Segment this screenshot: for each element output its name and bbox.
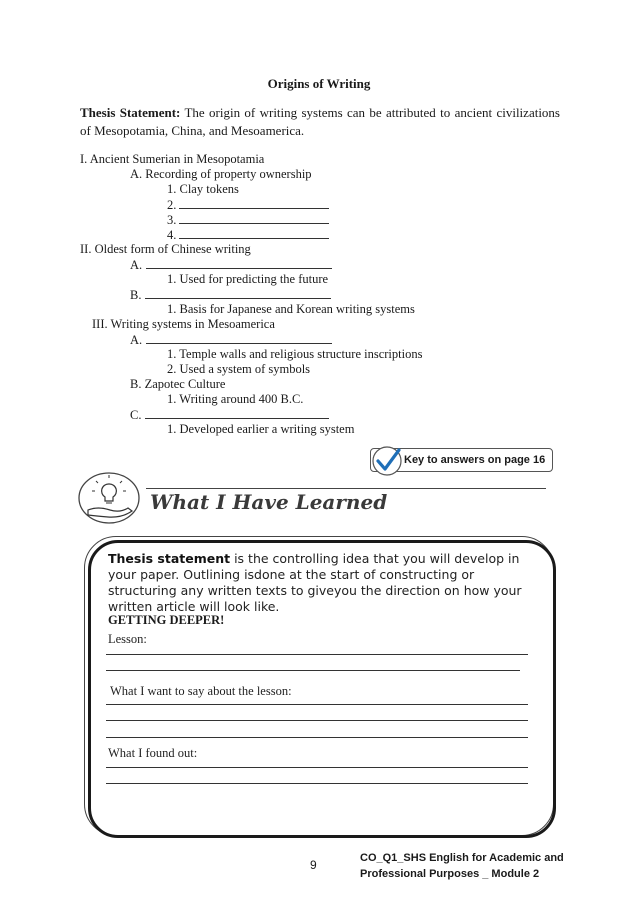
checkmark-icon: [370, 444, 404, 478]
section-divider: [146, 488, 546, 489]
outline-II-A: [130, 257, 332, 273]
thesis-statement: [80, 104, 560, 140]
outline-III-C: [130, 407, 329, 423]
blank-III-A[interactable]: [146, 332, 332, 344]
outline-II-A-letter: A.: [130, 258, 143, 272]
footer-line-1: CO_Q1_SHS English for Academic and: [360, 852, 564, 864]
outline-III-B-1: 1. Writing around 400 B.C.: [167, 392, 304, 406]
say-line-1[interactable]: [106, 704, 528, 705]
outline-I-A-2: [167, 197, 329, 213]
outline-I-A-2-num: 2.: [167, 198, 177, 212]
outline-III-B: B. Zapotec Culture: [130, 377, 226, 391]
lightbulb-hand-icon: [76, 470, 146, 526]
outline-I-A-3: [167, 212, 329, 228]
footer-module: [360, 850, 564, 882]
thesis-label: Thesis Statement:: [80, 105, 181, 120]
card-body-text: is the controlling idea that you will develop in your paper. Outlining isdone at the start of constructing or structuring any written texts to giveyou the direction on how your written article will look like.: [108, 551, 522, 614]
blank-III-C[interactable]: [145, 407, 329, 419]
outline-III-A-1: 1. Temple walls and religious structure inscriptions: [167, 347, 423, 361]
outline-II-B-letter: B.: [130, 288, 142, 302]
outline-I: I. Ancient Sumerian in Mesopotamia: [80, 152, 265, 166]
outline-I-A-1: 1. Clay tokens: [167, 182, 239, 196]
card-thesis-term: Thesis statement: [108, 551, 231, 566]
say-label: What I want to say about the lesson:: [110, 684, 292, 698]
outline-III: III. Writing systems in Mesoamerica: [92, 317, 275, 331]
outline-II-A-1: 1. Used for predicting the future: [167, 272, 329, 286]
blank-I-A-4[interactable]: [179, 227, 329, 239]
thesis-text: The origin of writing systems can be attributed to ancient civilizations of Mesopotamia, China, and Mesoamerica.: [80, 105, 560, 138]
outline-III-C-letter: C.: [130, 408, 142, 422]
footer-line-2: Professional Purposes _ Module 2: [360, 868, 540, 880]
getting-deeper-heading: GETTING DEEPER!: [108, 613, 225, 627]
page-number: 9: [310, 858, 317, 872]
lesson-label: Lesson:: [108, 632, 147, 646]
outline-III-A-letter: A.: [130, 333, 143, 347]
outline-I-A-3-num: 3.: [167, 213, 177, 227]
found-line-2[interactable]: [106, 783, 528, 784]
outline-II-B: [130, 287, 331, 303]
outline-III-A-2: 2. Used a system of symbols: [167, 362, 311, 376]
outline-I-A-4-num: 4.: [167, 228, 177, 242]
section-title: What I Have Learned: [150, 490, 388, 514]
blank-II-A[interactable]: [146, 257, 332, 269]
outline-II-B-1: 1. Basis for Japanese and Korean writing systems: [167, 302, 415, 316]
outline-III-C-1: 1. Developed earlier a writing system: [167, 422, 355, 436]
outline-I-A-4: [167, 227, 329, 243]
found-line-1[interactable]: [106, 767, 528, 768]
blank-I-A-3[interactable]: [179, 212, 329, 224]
lesson-line-2[interactable]: [106, 670, 520, 671]
blank-I-A-2[interactable]: [179, 197, 329, 209]
outline-I-A: A. Recording of property ownership: [130, 167, 312, 181]
card-body: [108, 551, 538, 615]
say-line-3[interactable]: [106, 737, 528, 738]
page-title: Origins of Writing: [267, 76, 371, 91]
say-line-2[interactable]: [106, 720, 528, 721]
lesson-line-1[interactable]: [106, 654, 528, 655]
found-label: What I found out:: [108, 746, 198, 760]
outline-II: II. Oldest form of Chinese writing: [80, 242, 251, 256]
blank-II-B[interactable]: [145, 287, 331, 299]
key-answers-text: Key to answers on page 16: [404, 454, 546, 466]
outline-III-A: [130, 332, 332, 348]
